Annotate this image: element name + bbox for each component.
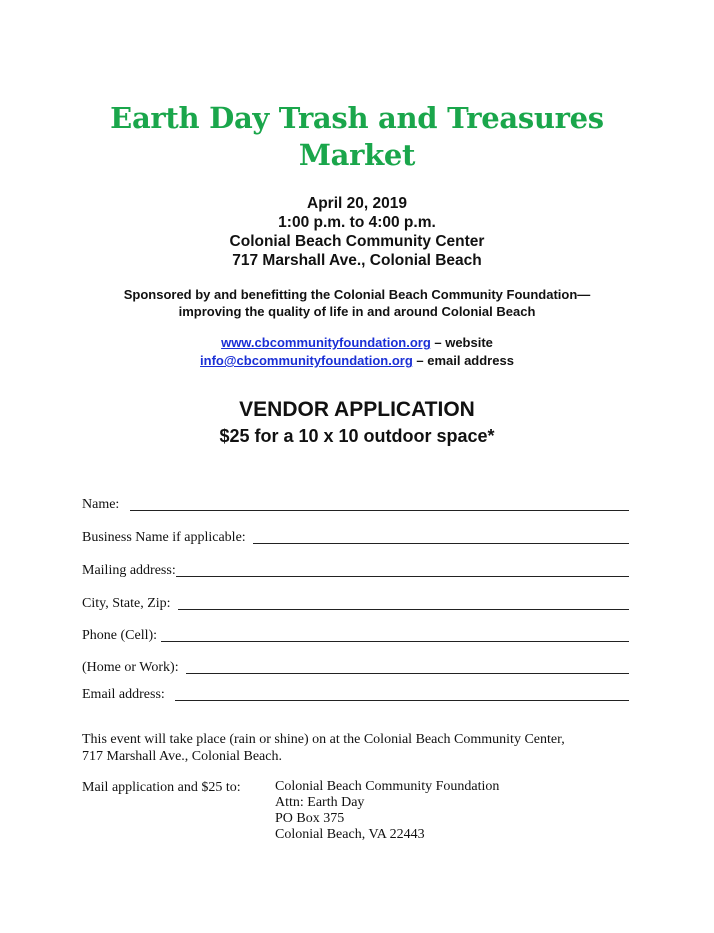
event-notice: [82, 731, 642, 765]
name-label: Name:: [82, 497, 130, 512]
website-row: [0, 334, 714, 352]
notice-line-1: This event will take place (rain or shine) on at the Colonial Beach Community Center,: [82, 732, 565, 747]
mailing-address-block: [275, 779, 499, 843]
event-date: April 20, 2019: [307, 195, 407, 212]
mailing-address-field[interactable]: [82, 558, 629, 580]
title-line-2: Market: [298, 138, 416, 172]
email-link[interactable]: info@cbcommunityfoundation.org: [200, 353, 413, 368]
name-blank[interactable]: [130, 495, 629, 511]
phone-home-work-label: (Home or Work):: [82, 660, 186, 675]
mailing-address-blank[interactable]: [176, 561, 629, 577]
mail-address-line-2: Attn: Earth Day: [275, 795, 365, 810]
event-time: 1:00 p.m. to 4:00 p.m.: [278, 214, 436, 231]
application-heading: VENDOR APPLICATION: [239, 398, 475, 421]
business-name-label: Business Name if applicable:: [82, 530, 253, 545]
phone-cell-field[interactable]: [82, 623, 629, 645]
email-address-blank[interactable]: [175, 685, 629, 701]
event-address: 717 Marshall Ave., Colonial Beach: [232, 252, 482, 269]
business-name-field[interactable]: [82, 525, 629, 547]
mail-address-line-3: PO Box 375: [275, 811, 345, 826]
phone-home-work-blank[interactable]: [186, 658, 629, 674]
email-address-label: Email address:: [82, 687, 176, 702]
mail-address-line-1: Colonial Beach Community Foundation: [275, 779, 500, 794]
sponsor-line-2: improving the quality of life in and around Colonial Beach: [178, 304, 536, 319]
city-state-zip-blank[interactable]: [178, 594, 629, 610]
phone-home-work-field[interactable]: [82, 655, 629, 677]
application-subheading: $25 for a 10 x 10 outdoor space*: [219, 426, 495, 446]
sponsor-line-1: Sponsored by and benefitting the Colonial Beach Community Foundation—: [123, 287, 591, 302]
business-name-blank[interactable]: [253, 528, 629, 544]
page-title: [0, 100, 714, 174]
contact-links: [0, 334, 714, 370]
city-state-zip-label: City, State, Zip:: [82, 596, 178, 611]
city-state-zip-field[interactable]: [82, 591, 629, 613]
mailing-address-label: Mailing address:: [82, 563, 176, 578]
website-link[interactable]: www.cbcommunityfoundation.org: [221, 335, 431, 350]
name-field[interactable]: [82, 492, 629, 514]
notice-line-2: 717 Marshall Ave., Colonial Beach.: [82, 749, 282, 764]
event-venue: Colonial Beach Community Center: [229, 233, 485, 250]
email-row: [0, 352, 714, 370]
mail-instructions-label: Mail application and $25 to:: [82, 780, 241, 795]
phone-cell-blank[interactable]: [161, 626, 629, 642]
title-line-1: Earth Day Trash and Treasures: [110, 101, 604, 135]
phone-cell-label: Phone (Cell):: [82, 628, 161, 643]
email-address-field[interactable]: [82, 682, 629, 704]
email-label: – email address: [412, 353, 514, 368]
website-label: – website: [430, 335, 493, 350]
mail-address-line-4: Colonial Beach, VA 22443: [275, 827, 425, 842]
sponsor-statement: [0, 286, 714, 320]
